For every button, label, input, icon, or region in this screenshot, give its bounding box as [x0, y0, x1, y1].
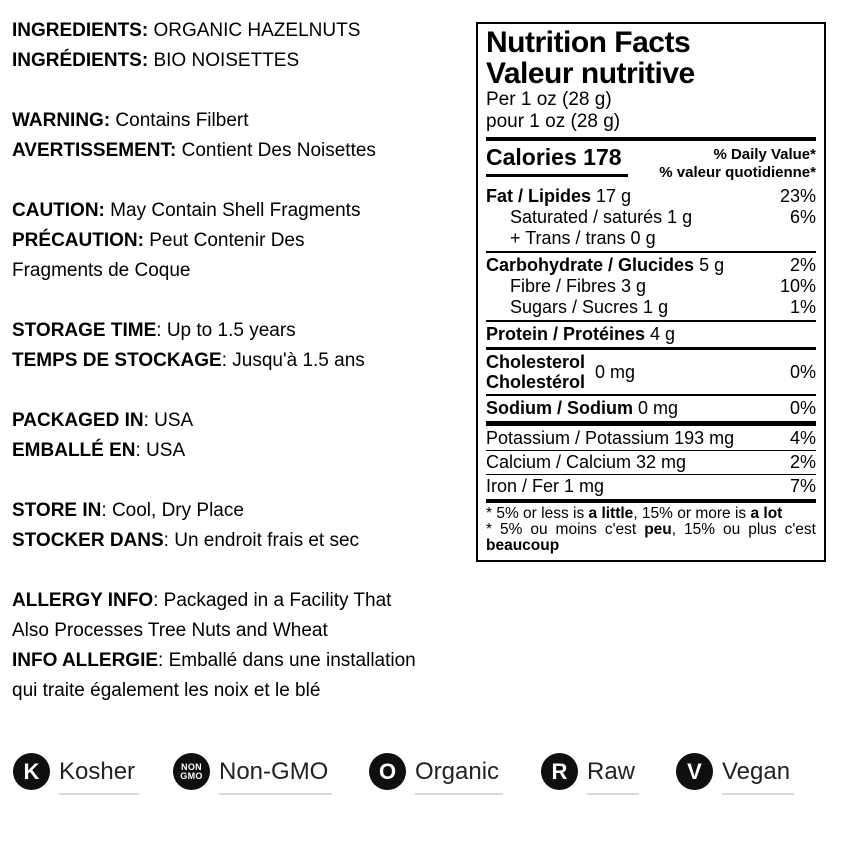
organic-icon: O: [369, 753, 406, 790]
store-in-label-fr: STOCKER DANS: [12, 530, 164, 551]
serving-size-fr: pour 1 oz (28 g): [486, 111, 621, 132]
footnote-fr: * 5% ou moins c'est peu, 15% ou plus c'est: [486, 521, 816, 538]
allergy-info-value-fr: : Emballé dans une installation: [158, 650, 416, 671]
store-in-value-en: : Cool, Dry Place: [101, 500, 244, 521]
cholesterol-daily-value: 0%: [789, 362, 816, 382]
vegan-icon: V: [676, 753, 713, 790]
allergy-info-value-en-cont: Also Processes Tree Nuts and Wheat: [12, 620, 328, 641]
raw-icon: R: [541, 753, 578, 790]
ingredients-label-en: INGREDIENTS:: [12, 20, 149, 41]
badge-kosher: [13, 753, 135, 790]
cholesterol-amount: 0 mg: [595, 362, 636, 382]
packaged-in-line-fr: [12, 436, 474, 466]
daily-value-header-fr: % valeur quotidienne*: [659, 164, 816, 181]
packaged-in-label-en: PACKAGED IN: [12, 410, 144, 431]
rule: [486, 474, 816, 475]
thick-rule: [486, 137, 816, 141]
allergy-info-line-en: [12, 586, 474, 616]
store-in-value-fr: : Un endroit frais et sec: [163, 530, 360, 551]
ingredients-line-fr: [12, 46, 474, 76]
nutrition-row-calcium: Calcium / Calcium 32 mg 2%: [486, 452, 816, 472]
nutrition-row-saturated: Saturated / saturés 1 g 6%: [510, 207, 816, 227]
warning-line-en: [12, 106, 474, 136]
nutrition-title-fr: Valeur nutritive: [486, 57, 695, 90]
allergy-info-line-fr-wrap: [12, 676, 474, 706]
nutrition-row-protein: Protein / Protéines 4 g: [486, 324, 676, 344]
thick-rule: [486, 421, 816, 426]
rule: [486, 347, 816, 350]
warning-label-en: WARNING:: [12, 110, 111, 131]
rule: [486, 450, 816, 451]
daily-value-header: [659, 144, 816, 182]
nutrition-row-trans: + Trans / trans 0 g: [510, 228, 656, 248]
caution-line-fr: [12, 226, 474, 256]
nutrition-row-sodium: Sodium / Sodium 0 mg 0%: [486, 398, 816, 418]
badge-kosher-label: Kosher: [59, 757, 136, 785]
allergy-info-label-fr: INFO ALLERGIE: [12, 650, 159, 671]
ingredients-label-fr: INGRÉDIENTS:: [12, 50, 149, 71]
allergy-info-value-fr-cont: qui traite également les noix et le blé: [12, 680, 321, 701]
daily-value-header-en: % Daily Value*: [713, 146, 816, 163]
nutrition-facts-panel: [476, 22, 826, 562]
badge-raw: [541, 753, 635, 790]
caution-line-fr-wrap: [12, 256, 474, 286]
storage-time-label-fr: TEMPS DE STOCKAGE: [12, 350, 222, 371]
caution-line-en: [12, 196, 474, 226]
allergy-info-value-en: : Packaged in a Facility That: [153, 590, 392, 611]
footnote-en: * 5% or less is a little, 15% or more is a lot: [486, 505, 783, 522]
warning-line-fr: [12, 136, 474, 166]
nutrition-row-cholesterol: [486, 352, 816, 392]
footnote-fr-cont: beaucoup: [486, 537, 560, 554]
badge-raw-label: Raw: [587, 757, 636, 785]
rule: [486, 320, 816, 322]
caution-label-fr: PRÉCAUTION:: [12, 230, 144, 251]
warning-label-fr: AVERTISSEMENT:: [12, 140, 177, 161]
store-in-line-en: [12, 496, 474, 526]
rule: [486, 251, 816, 253]
store-in-line-fr: [12, 526, 474, 556]
ingredients-line-en: [12, 16, 474, 46]
calories-value: Calories 178: [486, 144, 628, 177]
badge-vegan: [676, 753, 790, 790]
nutrition-row-fibre: Fibre / Fibres 3 g 10%: [510, 276, 816, 296]
packaged-in-value-fr: : USA: [135, 440, 186, 461]
warning-value-en: Contains Filbert: [110, 110, 249, 131]
nutrition-row-potassium: Potassium / Potassium 193 mg 4%: [486, 428, 816, 448]
caution-value-en: May Contain Shell Fragments: [104, 200, 361, 221]
thick-rule: [486, 499, 816, 503]
nutrition-title-en: Nutrition Facts: [486, 26, 691, 59]
allergy-info-label-en: ALLERGY INFO: [12, 590, 154, 611]
packaged-in-value-en: : USA: [143, 410, 194, 431]
storage-time-value-fr: : Jusqu'à 1.5 ans: [221, 350, 365, 371]
packaged-in-line-en: [12, 406, 474, 436]
rule: [486, 394, 816, 396]
kosher-icon: K: [13, 753, 50, 790]
storage-time-label-en: STORAGE TIME: [12, 320, 157, 341]
non-gmo-icon: NON GMO: [173, 753, 210, 790]
certification-badges-row: [0, 753, 850, 797]
store-in-label-en: STORE IN: [12, 500, 102, 521]
serving-size-en: Per 1 oz (28 g): [486, 89, 612, 110]
nutrition-row-iron: Iron / Fer 1 mg 7%: [486, 476, 816, 496]
product-info-panel: [12, 16, 474, 706]
packaged-in-label-fr: EMBALLÉ EN: [12, 440, 136, 461]
cholesterol-label-en: Cholesterol: [486, 352, 586, 372]
cholesterol-label-fr: Cholestérol: [486, 372, 586, 392]
footnote: [486, 506, 816, 554]
ingredients-value-fr: BIO NOISETTES: [148, 50, 300, 71]
nutrition-row-carbohydrate: Carbohydrate / Glucides 5 g 2%: [486, 255, 816, 275]
badge-organic: [369, 753, 499, 790]
badge-non-gmo-label: Non-GMO: [219, 757, 329, 785]
caution-label-en: CAUTION:: [12, 200, 105, 221]
calories-row: [486, 144, 816, 182]
nutrition-row-sugars: Sugars / Sucres 1 g 1%: [510, 297, 816, 317]
badge-non-gmo: [173, 753, 328, 790]
storage-time-line-fr: [12, 346, 474, 376]
badge-vegan-label: Vegan: [722, 757, 791, 785]
badge-organic-label: Organic: [415, 757, 500, 785]
warning-value-fr: Contient Des Noisettes: [176, 140, 376, 161]
allergy-info-line-en-wrap: [12, 616, 474, 646]
allergy-info-line-fr: [12, 646, 474, 676]
caution-value-fr: Peut Contenir Des: [143, 230, 305, 251]
storage-time-line-en: [12, 316, 474, 346]
ingredients-value-en: ORGANIC HAZELNUTS: [148, 20, 361, 41]
caution-value-fr-cont: Fragments de Coque: [12, 260, 191, 281]
nutrition-row-fat: Fat / Lipides 17 g 23%: [486, 186, 816, 206]
storage-time-value-en: : Up to 1.5 years: [156, 320, 296, 341]
